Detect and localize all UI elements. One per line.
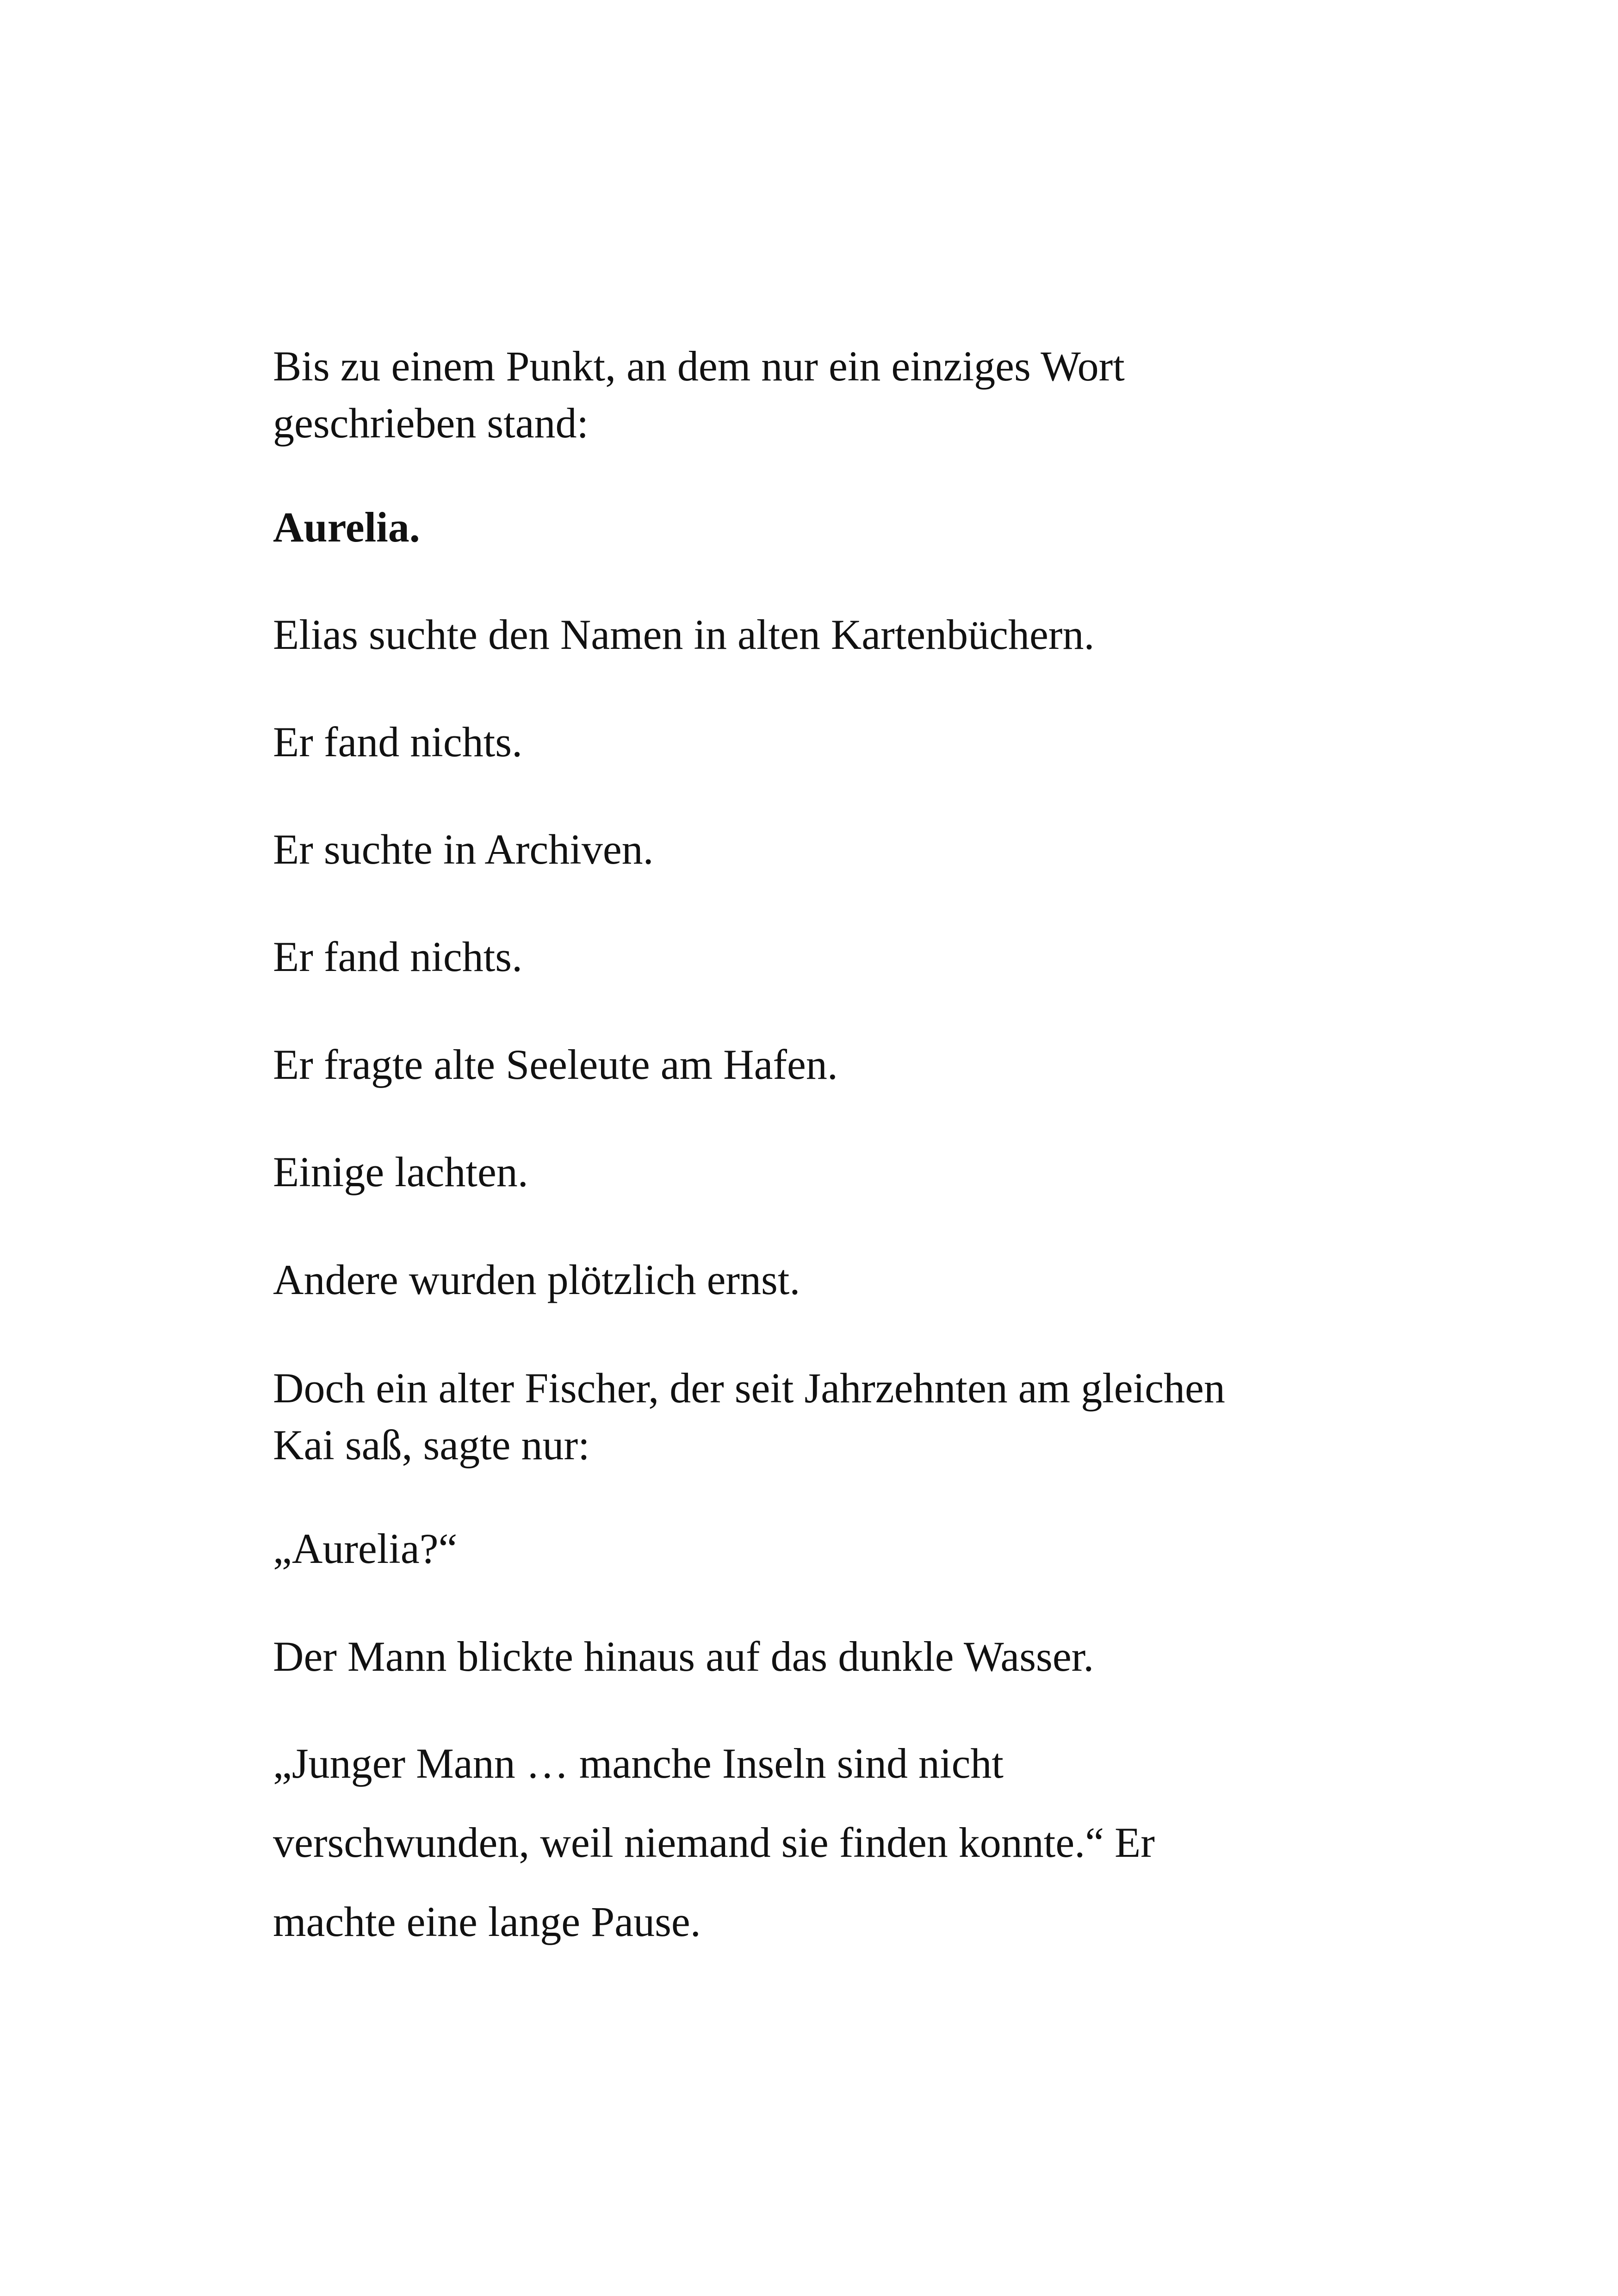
paragraph: Er fragte alte Seeleute am Hafen. bbox=[273, 1041, 838, 1088]
paragraph-fisherman bbox=[273, 1360, 1383, 1474]
quote-paragraph: „Aurelia?“ bbox=[273, 1525, 458, 1572]
paragraph-line: Bis zu einem Punkt, an dem nur ein einziges Wort bbox=[273, 342, 1125, 390]
paragraph-line: Kai saß, sagte nur: bbox=[273, 1421, 590, 1468]
quote-paragraph-long bbox=[273, 1724, 1383, 1961]
paragraph: Der Mann blickte hinaus auf das dunkle Wasser. bbox=[273, 1633, 1094, 1680]
paragraph: Er fand nichts. bbox=[273, 933, 523, 980]
paragraph-line: Doch ein alter Fischer, der seit Jahrzehnten am gleichen bbox=[273, 1364, 1225, 1412]
paragraph: Er suchte in Archiven. bbox=[273, 826, 654, 873]
paragraph-line: geschrieben stand: bbox=[273, 399, 589, 447]
paragraph-line: verschwunden, weil niemand sie finden konnte.“ Er bbox=[273, 1819, 1155, 1866]
paragraph: Andere wurden plötzlich ernst. bbox=[273, 1256, 800, 1303]
paragraph-line: machte eine lange Pause. bbox=[273, 1898, 701, 1945]
paragraph-line: „Junger Mann … manche Inseln sind nicht bbox=[273, 1740, 1004, 1787]
island-name-heading: Aurelia. bbox=[273, 504, 420, 551]
paragraph-intro bbox=[273, 338, 1383, 452]
paragraph: Elias suchte den Namen in alten Kartenbüchern. bbox=[273, 611, 1095, 658]
paragraph: Er fand nichts. bbox=[273, 718, 523, 765]
paragraph: Einige lachten. bbox=[273, 1148, 528, 1195]
